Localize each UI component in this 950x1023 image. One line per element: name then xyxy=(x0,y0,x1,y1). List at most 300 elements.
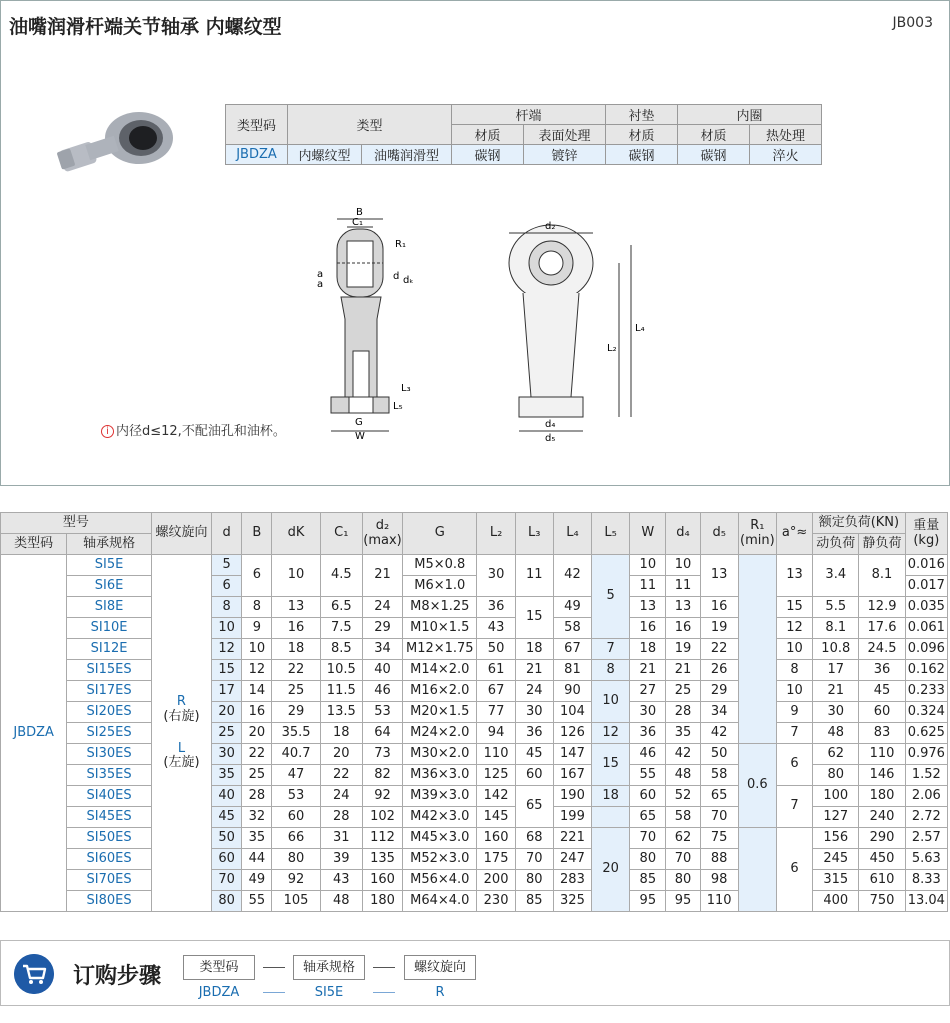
cell-L2: 200 xyxy=(477,870,515,891)
spec-type2: 油嘴润滑型 xyxy=(362,145,452,165)
product-image xyxy=(57,104,197,184)
table-row xyxy=(1,828,948,849)
dim-d2: d₂ xyxy=(545,221,556,232)
table-row xyxy=(1,681,948,702)
cell-G: M56×4.0 xyxy=(403,870,477,891)
cell-d2: 180 xyxy=(362,891,402,912)
cell-w: 0.233 xyxy=(905,681,947,702)
step-dash-2 xyxy=(373,967,395,968)
cell-B: 14 xyxy=(242,681,272,702)
cell-sta: 290 xyxy=(859,828,905,849)
cell-d: 45 xyxy=(212,807,242,828)
cell-L4: 126 xyxy=(553,723,591,744)
row-spec: SI5E xyxy=(67,555,151,576)
spec-h-heat: 热处理 xyxy=(750,125,822,145)
cell-L3: 30 xyxy=(515,702,553,723)
cell-d2: 29 xyxy=(362,618,402,639)
dim-a2: a xyxy=(317,279,324,290)
cell-c1: 39 xyxy=(320,849,362,870)
cell-c1: 4.5 xyxy=(320,555,362,597)
row-spec: SI80ES xyxy=(67,891,151,912)
dim-C1: C₁ xyxy=(352,217,363,228)
cell-L2: 50 xyxy=(477,639,515,660)
cell-d: 15 xyxy=(212,660,242,681)
cell-L4: 247 xyxy=(553,849,591,870)
cell-c1: 24 xyxy=(320,786,362,807)
th-load: 额定负荷(KN) xyxy=(813,513,905,534)
th-L4: L₄ xyxy=(553,513,591,555)
dim-L4: L₄ xyxy=(635,323,645,334)
cell-c1: 7.5 xyxy=(320,618,362,639)
cell-w: 0.061 xyxy=(905,618,947,639)
cell-d2: 73 xyxy=(362,744,402,765)
cell-d: 6 xyxy=(212,576,242,597)
cell-G: M52×3.0 xyxy=(403,849,477,870)
cell-L4: 167 xyxy=(553,765,591,786)
cell-w: 0.035 xyxy=(905,597,947,618)
cell-d5: 98 xyxy=(700,870,738,891)
cell-L2: 67 xyxy=(477,681,515,702)
cell-L2: 94 xyxy=(477,723,515,744)
cell-a: 15 xyxy=(776,597,812,618)
table-row xyxy=(1,744,948,765)
th-c1: C₁ xyxy=(320,513,362,555)
note xyxy=(101,420,286,439)
cell-L4: 49 xyxy=(553,597,591,618)
row-typecode: JBDZA xyxy=(1,555,67,912)
cell-c1: 18 xyxy=(320,723,362,744)
cell-G: M30×2.0 xyxy=(403,744,477,765)
cell-L2: 125 xyxy=(477,765,515,786)
cell-B: 49 xyxy=(242,870,272,891)
cell-d5: 50 xyxy=(700,744,738,765)
step-value-spec: SI5E xyxy=(314,985,344,1000)
th-R1 xyxy=(738,513,776,555)
cell-c1: 20 xyxy=(320,744,362,765)
note-text: 内径d≤12,不配油孔和油杯。 xyxy=(116,424,286,439)
table-row xyxy=(1,555,948,576)
cell-w: 0.016 xyxy=(905,555,947,576)
info-icon: i xyxy=(101,425,114,438)
cell-dyn: 62 xyxy=(813,744,859,765)
cell-W: 95 xyxy=(630,891,666,912)
cell-L3: 24 xyxy=(515,681,553,702)
cell-c1: 28 xyxy=(320,807,362,828)
cell-a: 7 xyxy=(776,786,812,828)
cell-d2: 82 xyxy=(362,765,402,786)
th-L3: L₃ xyxy=(515,513,553,555)
th-d2 xyxy=(362,513,402,555)
cell-dyn: 10.8 xyxy=(813,639,859,660)
cell-d4: 95 xyxy=(666,891,700,912)
value-dash-2 xyxy=(373,992,395,993)
cell-W: 30 xyxy=(630,702,666,723)
cell-w: 8.33 xyxy=(905,870,947,891)
step-dash-1 xyxy=(263,967,285,968)
cell-d5: 58 xyxy=(700,765,738,786)
cell-d: 70 xyxy=(212,870,242,891)
th-model: 型号 xyxy=(1,513,152,534)
cell-sta: 110 xyxy=(859,744,905,765)
cell-L2: 145 xyxy=(477,807,515,828)
spec-h-surface: 表面处理 xyxy=(524,125,606,145)
step-value-thread: R xyxy=(435,985,445,1000)
cell-d4: 19 xyxy=(666,639,700,660)
cell-dyn: 21 xyxy=(813,681,859,702)
dim-B: B xyxy=(356,207,363,218)
cell-d2: 92 xyxy=(362,786,402,807)
cell-L2: 77 xyxy=(477,702,515,723)
cell-w: 5.63 xyxy=(905,849,947,870)
th-d2-max: (max) xyxy=(363,532,402,548)
th-d2-label: d₂ xyxy=(375,518,390,534)
cell-L5: 5 xyxy=(592,555,630,639)
cell-L2: 110 xyxy=(477,744,515,765)
dim-G: G xyxy=(355,417,363,428)
cell-d: 40 xyxy=(212,786,242,807)
cell-L5: 8 xyxy=(592,660,630,681)
cell-d4: 10 xyxy=(666,555,700,576)
spec-h-type: 类型 xyxy=(288,105,452,145)
cell-L4: 199 xyxy=(553,807,591,828)
cell-sta: 610 xyxy=(859,870,905,891)
cell-dyn: 127 xyxy=(813,807,859,828)
table-row xyxy=(1,723,948,744)
cell-d: 8 xyxy=(212,597,242,618)
cell-B: 32 xyxy=(242,807,272,828)
dim-R1: R₁ xyxy=(395,239,406,250)
cell-B: 9 xyxy=(242,618,272,639)
cell-d4: 13 xyxy=(666,597,700,618)
product-panel xyxy=(0,0,950,486)
th-d4: d₄ xyxy=(666,513,700,555)
cell-B: 22 xyxy=(242,744,272,765)
cell-sta: 146 xyxy=(859,765,905,786)
dim-L3: L₃ xyxy=(401,383,411,394)
cell-L5 xyxy=(592,807,630,828)
cell-sta: 83 xyxy=(859,723,905,744)
spec-surface: 镀锌 xyxy=(524,145,606,165)
th-typecode: 类型码 xyxy=(1,534,67,555)
cell-W: 36 xyxy=(630,723,666,744)
row-spec: SI8E xyxy=(67,597,151,618)
cell-B: 55 xyxy=(242,891,272,912)
cell-d4: 25 xyxy=(666,681,700,702)
cell-L2: 61 xyxy=(477,660,515,681)
cell-B: 20 xyxy=(242,723,272,744)
th-W: W xyxy=(630,513,666,555)
cell-w: 0.017 xyxy=(905,576,947,597)
cell-W: 18 xyxy=(630,639,666,660)
th-thread: 螺纹旋向 xyxy=(151,513,211,555)
cell-d2: 112 xyxy=(362,828,402,849)
spec-typecode: JBDZA xyxy=(226,145,288,165)
th-B: B xyxy=(242,513,272,555)
cell-d4: 62 xyxy=(666,828,700,849)
cell-L4: 325 xyxy=(553,891,591,912)
cell-w: 0.162 xyxy=(905,660,947,681)
cell-L2: 30 xyxy=(477,555,515,597)
cell-sta: 12.9 xyxy=(859,597,905,618)
cell-d: 80 xyxy=(212,891,242,912)
cell-d5: 34 xyxy=(700,702,738,723)
cell-d2: 21 xyxy=(362,555,402,597)
cell-dk: 80 xyxy=(272,849,320,870)
cell-sta: 240 xyxy=(859,807,905,828)
cell-dk: 66 xyxy=(272,828,320,849)
cell-G: M5×0.8 xyxy=(403,555,477,576)
row-spec: SI60ES xyxy=(67,849,151,870)
cell-W: 27 xyxy=(630,681,666,702)
cell-L3: 70 xyxy=(515,849,553,870)
cell-d: 10 xyxy=(212,618,242,639)
cell-L2: 36 xyxy=(477,597,515,618)
cell-dk: 22 xyxy=(272,660,320,681)
cell-c1: 10.5 xyxy=(320,660,362,681)
cell-R1 xyxy=(738,828,776,912)
thread-l2: (左旋) xyxy=(163,755,200,771)
cell-d2: 40 xyxy=(362,660,402,681)
cell-d2: 53 xyxy=(362,702,402,723)
th-d: d xyxy=(212,513,242,555)
cell-d5: 88 xyxy=(700,849,738,870)
row-spec: SI6E xyxy=(67,576,151,597)
cell-W: 13 xyxy=(630,597,666,618)
cell-sta: 45 xyxy=(859,681,905,702)
cell-B: 8 xyxy=(242,597,272,618)
cell-a: 9 xyxy=(776,702,812,723)
spec-mat1: 碳钢 xyxy=(452,145,524,165)
cell-dyn: 8.1 xyxy=(813,618,859,639)
cell-dk: 16 xyxy=(272,618,320,639)
dim-L2: L₂ xyxy=(607,343,617,354)
cell-L2: 142 xyxy=(477,786,515,807)
thread-r2: (右旋) xyxy=(163,708,200,724)
row-spec: SI20ES xyxy=(67,702,151,723)
row-thread xyxy=(151,555,211,912)
cell-L4: 81 xyxy=(553,660,591,681)
cell-dyn: 80 xyxy=(813,765,859,786)
cell-w: 0.625 xyxy=(905,723,947,744)
cell-d4: 28 xyxy=(666,702,700,723)
cell-w: 2.06 xyxy=(905,786,947,807)
cell-d: 25 xyxy=(212,723,242,744)
row-spec: SI30ES xyxy=(67,744,151,765)
cell-sta: 180 xyxy=(859,786,905,807)
cell-L2: 43 xyxy=(477,618,515,639)
cell-L3: 60 xyxy=(515,765,553,786)
product-code: JB003 xyxy=(892,15,933,31)
cell-d: 30 xyxy=(212,744,242,765)
step-value-typecode: JBDZA xyxy=(198,985,240,1000)
th-d5: d₅ xyxy=(700,513,738,555)
cell-d5: 22 xyxy=(700,639,738,660)
cell-L4: 283 xyxy=(553,870,591,891)
cell-L5: 20 xyxy=(592,828,630,912)
cell-G: M6×1.0 xyxy=(403,576,477,597)
cell-d: 12 xyxy=(212,639,242,660)
dim-dk: dₖ xyxy=(403,275,414,286)
cell-B: 28 xyxy=(242,786,272,807)
cell-sta: 36 xyxy=(859,660,905,681)
cell-d2: 102 xyxy=(362,807,402,828)
cell-dyn: 100 xyxy=(813,786,859,807)
cell-dk: 29 xyxy=(272,702,320,723)
cell-d5: 13 xyxy=(700,555,738,597)
cell-c1: 11.5 xyxy=(320,681,362,702)
cell-dk: 35.5 xyxy=(272,723,320,744)
cell-B: 16 xyxy=(242,702,272,723)
cell-dk: 60 xyxy=(272,807,320,828)
cell-R1 xyxy=(738,555,776,744)
table-row xyxy=(1,597,948,618)
th-dyn: 动负荷 xyxy=(813,534,859,555)
th-dk: dK xyxy=(272,513,320,555)
cell-a: 7 xyxy=(776,723,812,744)
th-sta: 静负荷 xyxy=(859,534,905,555)
cell-dyn: 30 xyxy=(813,702,859,723)
th-spec: 轴承规格 xyxy=(67,534,151,555)
spec-h-mat1: 材质 xyxy=(452,125,524,145)
dim-a1: a xyxy=(317,269,324,280)
dim-d: d xyxy=(393,271,400,282)
dim-W: W xyxy=(355,431,365,442)
technical-drawing xyxy=(301,201,661,451)
cell-G: M12×1.75 xyxy=(403,639,477,660)
cell-L5: 12 xyxy=(592,723,630,744)
dim-L5: L₅ xyxy=(393,401,403,412)
cell-d5: 70 xyxy=(700,807,738,828)
cell-c1: 43 xyxy=(320,870,362,891)
cell-G: M42×3.0 xyxy=(403,807,477,828)
cell-dk: 105 xyxy=(272,891,320,912)
dimension-table xyxy=(0,512,948,912)
cell-d5: 65 xyxy=(700,786,738,807)
spec-h-liner: 衬垫 xyxy=(606,105,678,125)
cell-d2: 46 xyxy=(362,681,402,702)
cell-c1: 8.5 xyxy=(320,639,362,660)
table-row xyxy=(1,660,948,681)
step-thread: 螺纹旋向 xyxy=(404,955,476,980)
cell-L2: 230 xyxy=(477,891,515,912)
cell-d: 35 xyxy=(212,765,242,786)
cell-W: 21 xyxy=(630,660,666,681)
cell-c1: 22 xyxy=(320,765,362,786)
cell-w: 13.04 xyxy=(905,891,947,912)
cell-B: 6 xyxy=(242,555,272,597)
cell-d2: 24 xyxy=(362,597,402,618)
row-spec: SI70ES xyxy=(67,870,151,891)
cell-a: 12 xyxy=(776,618,812,639)
cell-dk: 40.7 xyxy=(272,744,320,765)
cell-w: 1.52 xyxy=(905,765,947,786)
cell-a: 10 xyxy=(776,639,812,660)
cell-d5: 42 xyxy=(700,723,738,744)
dim-d4: d₄ xyxy=(545,419,556,430)
cell-G: M64×4.0 xyxy=(403,891,477,912)
cell-dyn: 17 xyxy=(813,660,859,681)
cell-d2: 34 xyxy=(362,639,402,660)
cell-G: M36×3.0 xyxy=(403,765,477,786)
th-R1-min: (min) xyxy=(740,532,775,548)
cell-L4: 90 xyxy=(553,681,591,702)
cell-R1: 0.6 xyxy=(738,744,776,828)
cell-L3: 21 xyxy=(515,660,553,681)
cell-L3: 85 xyxy=(515,891,553,912)
cell-L5: 18 xyxy=(592,786,630,807)
cell-sta: 8.1 xyxy=(859,555,905,597)
cell-dyn: 245 xyxy=(813,849,859,870)
cell-L3: 45 xyxy=(515,744,553,765)
table-row xyxy=(1,639,948,660)
cell-W: 70 xyxy=(630,828,666,849)
cell-a: 10 xyxy=(776,681,812,702)
cell-L4: 104 xyxy=(553,702,591,723)
cell-W: 11 xyxy=(630,576,666,597)
cell-d4: 52 xyxy=(666,786,700,807)
cell-a: 13 xyxy=(776,555,812,597)
cell-w: 2.72 xyxy=(905,807,947,828)
cell-G: M16×2.0 xyxy=(403,681,477,702)
row-spec: SI40ES xyxy=(67,786,151,807)
cell-d5: 75 xyxy=(700,828,738,849)
cell-sta: 24.5 xyxy=(859,639,905,660)
page-title: 油嘴润滑杆端关节轴承 内螺纹型 xyxy=(9,16,282,38)
cell-B: 10 xyxy=(242,639,272,660)
cell-d4: 80 xyxy=(666,870,700,891)
cell-c1: 31 xyxy=(320,828,362,849)
cell-L3: 68 xyxy=(515,828,553,849)
th-weight-unit: (kg) xyxy=(913,532,940,548)
cell-w: 0.976 xyxy=(905,744,947,765)
table-row xyxy=(1,618,948,639)
th-L5: L₅ xyxy=(592,513,630,555)
cell-d: 60 xyxy=(212,849,242,870)
cell-d4: 42 xyxy=(666,744,700,765)
order-steps xyxy=(0,940,950,1006)
cell-B: 35 xyxy=(242,828,272,849)
cell-sta: 17.6 xyxy=(859,618,905,639)
cell-d5: 16 xyxy=(700,597,738,618)
th-weight xyxy=(905,513,947,555)
row-spec: SI15ES xyxy=(67,660,151,681)
cell-sta: 450 xyxy=(859,849,905,870)
cell-L2: 160 xyxy=(477,828,515,849)
cell-L2: 175 xyxy=(477,849,515,870)
row-spec: SI45ES xyxy=(67,807,151,828)
cell-L3: 15 xyxy=(515,597,553,639)
cell-a: 6 xyxy=(776,828,812,912)
cell-a: 6 xyxy=(776,744,812,786)
cell-L5: 15 xyxy=(592,744,630,786)
cell-dk: 47 xyxy=(272,765,320,786)
th-L2: L₂ xyxy=(477,513,515,555)
cell-dk: 10 xyxy=(272,555,320,597)
th-R1-label: R₁ xyxy=(750,518,765,534)
step-typecode: 类型码 xyxy=(183,955,255,980)
row-spec: SI25ES xyxy=(67,723,151,744)
cell-L5: 10 xyxy=(592,681,630,723)
cell-c1: 13.5 xyxy=(320,702,362,723)
cell-W: 10 xyxy=(630,555,666,576)
cell-d4: 48 xyxy=(666,765,700,786)
cell-dk: 25 xyxy=(272,681,320,702)
step-spec: 轴承规格 xyxy=(293,955,365,980)
spec-h-rod: 杆端 xyxy=(452,105,606,125)
cell-d2: 160 xyxy=(362,870,402,891)
order-title: 订购步骤 xyxy=(73,964,162,989)
cell-W: 16 xyxy=(630,618,666,639)
